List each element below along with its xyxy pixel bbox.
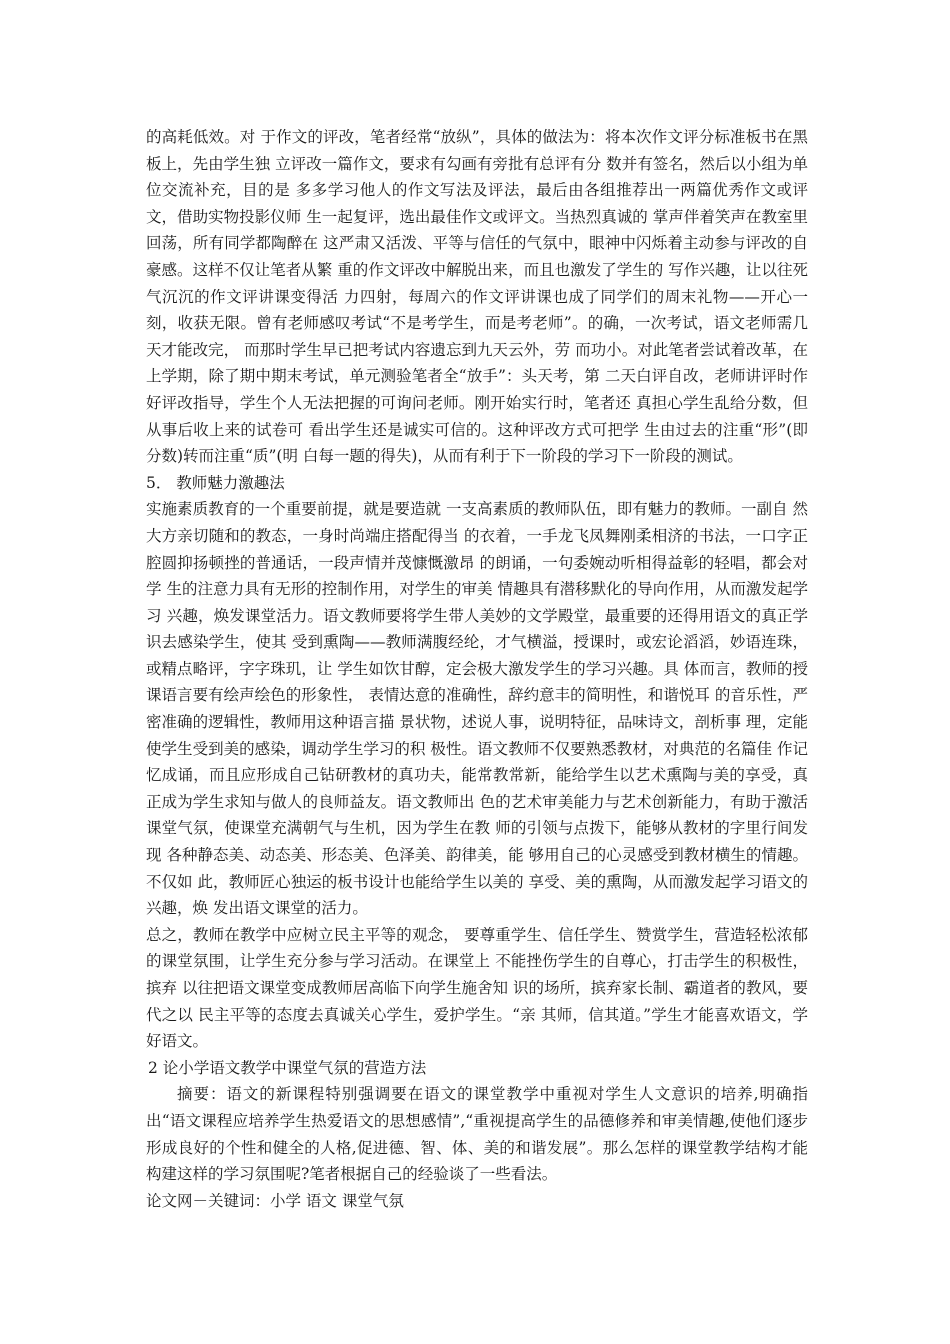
paragraph-conclusion: 总之，教师在教学中应树立民主平等的观念， 要尊重学生、信任学生、赞赏学生，营造轻松浓郁 的课堂氛围，让学生充分参与学习活动。在课堂上 不能挫伤学生的自尊心，打击学生的积极性，摈弃 以往把语文课堂变成教师居高临下向学生施舍知 识的场所，摈弃家长制、霸道者的教风，要代之以 民主平等的态度去真诚关心学生，爱护学生。“亲 其师，信其道。”学生才能喜欢语文，学好语文。 bbox=[146, 925, 808, 1051]
paragraph-essay-grading: 的高耗低效。对 于作文的评改，笔者经常“放纵”，具体的做法为：将本次作文评分标准板书在黑板上，先由学生独 立评改一篇作文，要求有勾画有旁批有总评有分 数并有签名，然后以小组为单位交流补充，目的是 多多学习他人的作文写法及评法，最后由各组推荐出一两篇优秀作文或评文，借助实物投影仪师 生一起复评，选出最佳作文或评文。当热烈真诚的 掌声伴着笑声在教室里回荡，所有同学都陶醉在 这严肃又活泼、平等与信任的气氛中，眼神中闪烁着主动参与评改的自豪感。这样不仅让笔者从繁 重的作文评改中解脱出来，而且也激发了学生的 写作兴趣，让以往死气沉沉的作文评讲课变得活 力四射，每周六的作文评讲课也成了同学们的周末礼物——开心一刻，收获无限。曾有老师感叹考试“不是考学生，而是考老师”。的确，一次考试，语文老师需几天才能改完， 而那时学生早已把考试内容遗忘到九天云外，劳 而功小。对此笔者尝试着改革，在上学期，除了期中期末考试，单元测验笔者全“放手”：头天考，第 二天白评自改，老师讲评时作好评改指导，学生个人无法把握的可询问老师。刚开始实行时，笔者还 真担心学生乱给分数，但从事后收上来的试卷可 看出学生还是诚实可信的。这种评改方式可把学 生由过去的注重“形”(即分数)转而注重“质”(明 白每一题的得失)，从而有利于下一阶段的学习下一阶段的测试。 bbox=[146, 128, 808, 466]
document-page bbox=[146, 124, 808, 1214]
keywords-line: 论文网－关键词：小学 语文 课堂气氛 bbox=[146, 1191, 404, 1210]
paragraph-teacher-charm: 实施素质教育的一个重要前提，就是要造就 一支高素质的教师队伍，即有魅力的教师。一副自 然大方亲切随和的教态，一身时尚端庄搭配得当 的衣着，一手龙飞凤舞刚柔相济的书法，一口字正 腔圆抑扬顿挫的普通话，一段声情并茂慷慨激昂 的朗诵，一句委婉动听相得益彰的轻唱，都会对学 生的注意力具有无形的控制作用，对学生的审美 情趣具有潜移默化的导向作用，从而激发起学习 兴趣，焕发课堂活力。语文教师要将学生带人美妙的文学殿堂，最重要的还得用语文的真正学识去感染学生，使其 受到熏陶——教师满腹经纶，才气横溢，授课时，或宏论滔滔，妙语连珠，或精点略评，字字珠玑，让 学生如饮甘醇，定会极大激发学生的学习兴趣。具 体而言，教师的授课语言要有绘声绘色的形象性， 表情达意的准确性，辞约意丰的简明性，和谐悦耳 的音乐性，严密准确的逻辑性，教师用这种语言描 景状物，述说人事，说明特征，品味诗文，剖析事 理，定能使学生受到美的感染，调动学生学习的积 极性。语文教师不仅要熟悉教材，对典范的名篇佳 作记忆成诵，而且应形成自己钻研教材的真功夫，能常教常新，能给学生以艺术熏陶与美的享受，真 正成为学生求知与做人的良师益友。语文教师出 色的艺术审美能力与艺术创新能力，有助于激活 课堂气氛，使课堂充满朝气与生机，因为学生在教 师的引领与点拨下，能够从教材的字里行间发现 各种静态美、动态美、形态美、色泽美、韵律美，能 够用自己的心灵感受到教材横生的情趣。不仅如 此，教师匠心独运的板书设计也能给学生以美的 享受、美的熏陶，从而激发起学习语文的兴趣，焕 发出语文课堂的活力。 bbox=[146, 500, 808, 918]
section-heading-teacher-charm: 5． 教师魅力激趣法 bbox=[146, 473, 285, 492]
abstract-paragraph: 摘要：语文的新课程特别强调要在语文的课堂教学中重视对学生人文意识的培养,明确指出“语文课程应培养学生热爱语文的思想感情”,“重视提高学生的品德修养和审美情趣,使他们逐步形成良好的个性和健全的人格,促进德、智、体、美的和谐发展”。那么怎样的课堂教学结构才能构建这样的学习氛围呢?笔者根据自己的经验谈了一些看法。 bbox=[146, 1085, 808, 1184]
article-title: 2 论小学语文教学中课堂气氛的营造方法 bbox=[148, 1058, 427, 1077]
